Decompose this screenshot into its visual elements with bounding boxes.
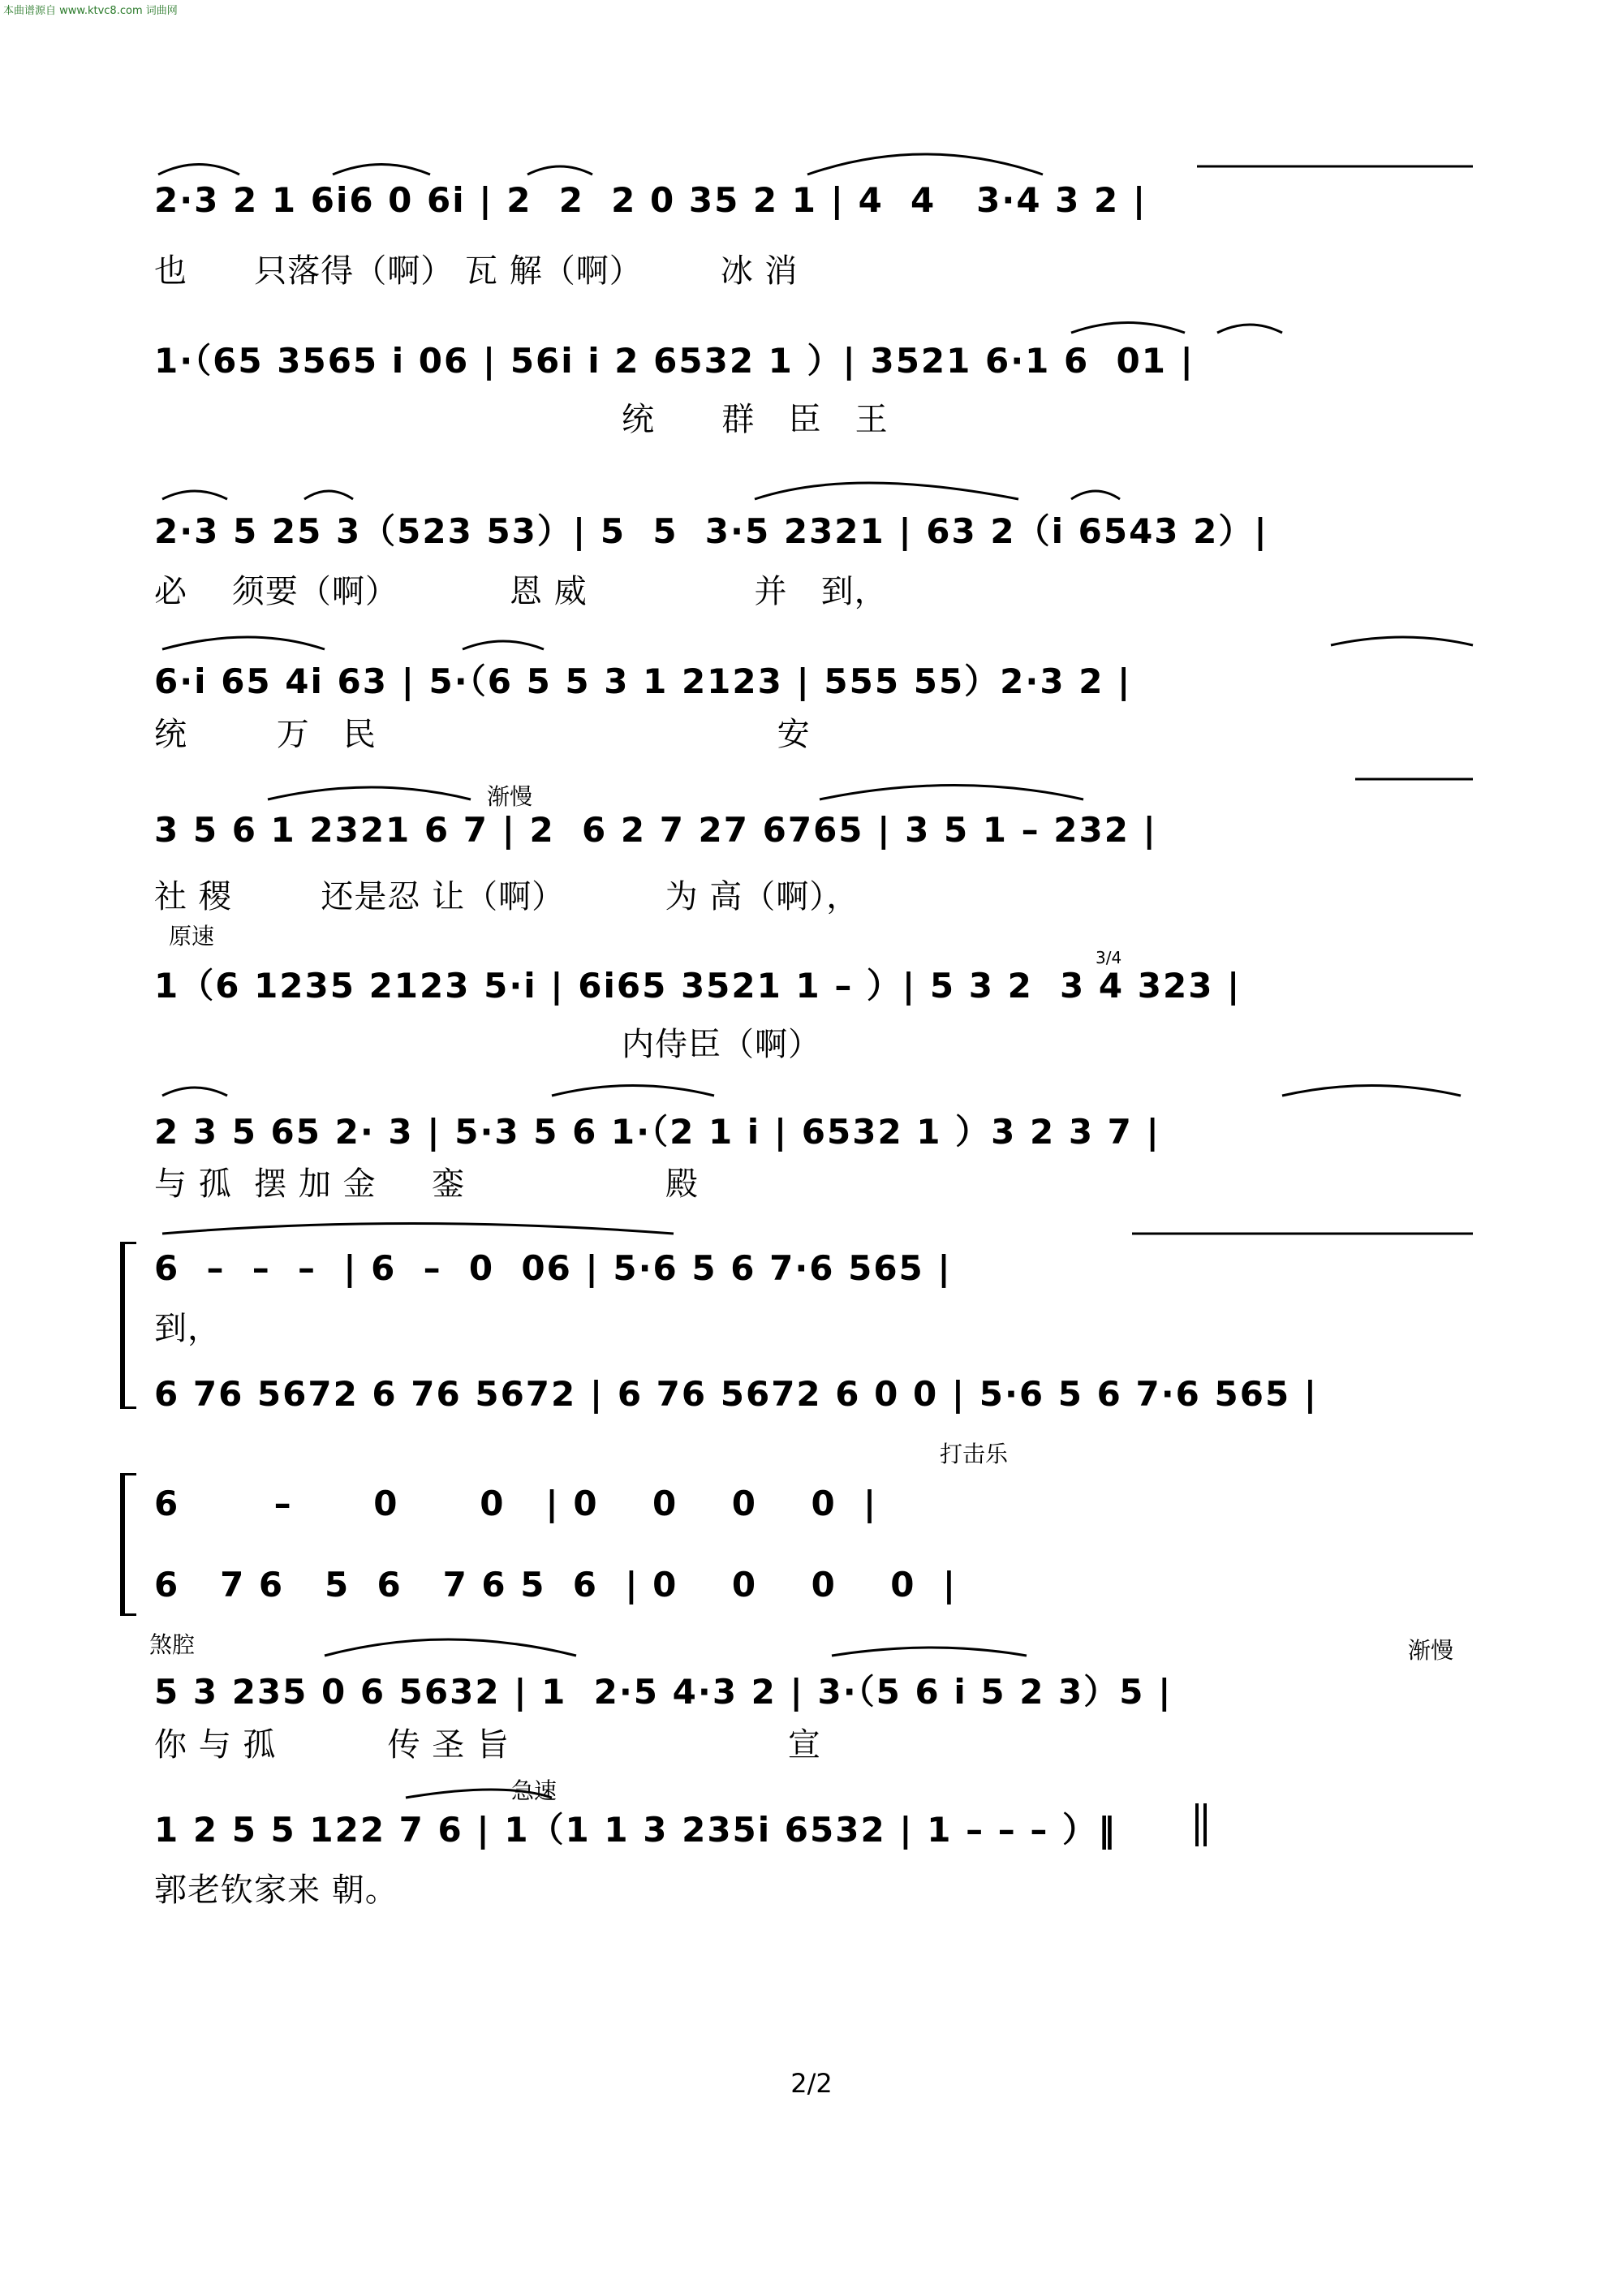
page-number: 2/2 <box>790 2068 833 2099</box>
lyrics-row-12: 你 与 孤 传 圣 旨 宣 <box>154 1726 821 1764</box>
notation-row-4: 6·i 65 4i 63 | 5·（6 5 5 3 1 2123 | 555 55）2·3 2 | <box>154 661 1132 701</box>
notation-row-1: 2·3 2 1 6i6 0 6i | 2 2 2 0 35 2 1 | 4 4 3·4 3 2 | <box>154 180 1147 220</box>
notation-row-8: 6 – – – | 6 – 0 06 | 5·6 5 6 7·6 565 | <box>154 1248 952 1288</box>
notation-row-7: 2 3 5 65 2· 3 | 5·3 5 6 1·（2 1 i | 6532 1 ）3 2 3 7 | <box>154 1112 1160 1152</box>
lyrics-row-6: 内侍臣（啊） <box>154 1026 822 1063</box>
tempo-mark-jianman-2: 渐慢 <box>1408 1637 1454 1664</box>
notation-row-13: 1 2 5 5 122 7 6 | 1（1 1 3 235i 6532 | 1 – – – ）‖ <box>154 1810 1117 1850</box>
tempo-mark-yuansu: 原速 <box>169 923 215 950</box>
meter-mark: 3/4 <box>1096 948 1122 967</box>
lyrics-row-13: 郭老钦家来 朝。 <box>154 1872 398 1909</box>
notation-row-10: 6 – 0 0 | 0 0 0 0 | <box>154 1484 878 1523</box>
tempo-mark-jisu: 急速 <box>511 1777 558 1804</box>
notation-row-2: 1·（65 3565 i 06 | 56i i 2 6532 1 ）| 3521 6·1 6 01 | <box>154 341 1195 381</box>
lyrics-row-2: 统 群 臣 王 <box>154 401 889 438</box>
notation-row-3: 2·3 5 25 3（523 53）| 5 5 3·5 2321 | 63 2（i 6543 2）| <box>154 511 1268 551</box>
lyrics-row-7: 与 孤 摆 加 金 銮 殿 <box>154 1165 700 1203</box>
instrument-mark-dajiyue: 打击乐 <box>940 1441 1009 1467</box>
tempo-mark-jianman-1: 渐慢 <box>487 783 533 810</box>
lyrics-row-3: 必 须要（啊） 恩 威 并 到， <box>154 573 888 610</box>
notation-row-11: 6 7 6 5 6 7 6 5 6 | 0 0 0 0 | <box>154 1565 958 1605</box>
lyrics-row-8: 到， <box>154 1310 221 1347</box>
lyrics-row-4: 统 万 民 安 <box>154 716 811 753</box>
site-watermark: 本曲谱源自 www.ktvc8.com 词曲网 <box>3 5 178 17</box>
notation-row-6: 1（6 1235 2123 5·i | 6i65 3521 1 – ）| 5 3 2 3 4 323 | <box>154 966 1242 1006</box>
mark-shaqiang: 煞腔 <box>149 1631 196 1658</box>
notation-row-5: 3 5 6 1 2321 6 7 | 2 6 2 7 27 6765 | 3 5 1 – 232 | <box>154 810 1157 850</box>
notation-row-9: 6 76 5672 6 76 5672 | 6 76 5672 6 0 0 | 5·6 5 6 7·6 565 | <box>154 1374 1319 1414</box>
lyrics-row-1: 也 只落得（啊） 瓦 解（啊） 冰 消 <box>154 252 799 290</box>
lyrics-row-5: 社 稷 还是忍 让（啊） 为 高（啊）， <box>154 878 860 915</box>
notation-row-12: 5 3 235 0 6 5632 | 1 2·5 4·3 2 | 3·（5 6 i 5 2 3）5 | <box>154 1672 1173 1712</box>
